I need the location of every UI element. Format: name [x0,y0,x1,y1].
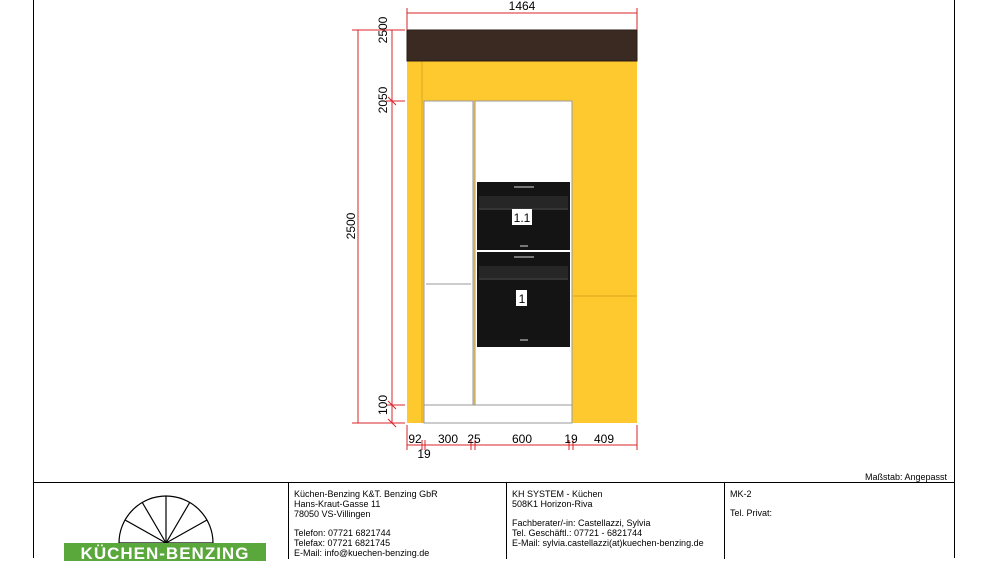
client-line: Tel. Privat: [730,508,773,518]
tall-cabinet-left [424,101,473,405]
title-block [33,482,955,559]
system-cell [506,483,724,559]
dim-width-4: 600 [511,432,533,446]
client-line: MK-2 [730,489,752,499]
system-line: KH SYSTEM - Küchen [512,489,603,499]
dim-width-5: 19 [564,432,578,446]
top-cornice [407,30,637,61]
scale-label: Maßstab: Angepasst [864,472,947,482]
company-cell [288,483,506,559]
company-line: Küchen-Benzing K&T. Benzing GbR [294,489,438,499]
dim-width-6: 409 [593,432,615,446]
dim-width-sub: 19 [417,447,431,461]
dim-height-2: 2050 [376,86,390,114]
client-cell [724,483,955,559]
company-line: Telefon: 07721 6821744 [294,528,391,538]
dim-width-2: 300 [437,432,459,446]
system-line: Tel. Geschäftl.: 07721 - 6821744 [512,528,643,538]
dim-height-total: 2500 [344,212,358,240]
dim-top-width: 1464 [508,0,536,13]
company-line: Telefax: 07721 6821745 [294,538,391,548]
logo-text: KÜCHEN-BENZING [64,543,266,561]
dim-height-plinth: 100 [376,394,390,416]
plinth [424,405,572,423]
company-line: E-Mail: info@kuechen-benzing.de [294,548,430,558]
appliance-upper-label: 1.1 [513,211,531,225]
system-line: Fachberater/-in: Castellazzi, Sylvia [512,518,651,528]
dim-width-3: 25 [467,432,481,446]
company-line: 78050 VS-Villingen [294,509,371,519]
system-line: 508K1 Horizon-Riva [512,499,593,509]
logo [33,483,288,559]
company-line: Hans-Kraut-Gasse 11 [294,499,381,509]
appliance-lower-label: 1 [518,292,526,306]
system-line: E-Mail: sylvia.castellazzi(at)kuechen-benzing.de [512,538,704,548]
dim-height-1: 2500 [376,16,390,44]
dim-width-1: 92 [408,432,422,446]
